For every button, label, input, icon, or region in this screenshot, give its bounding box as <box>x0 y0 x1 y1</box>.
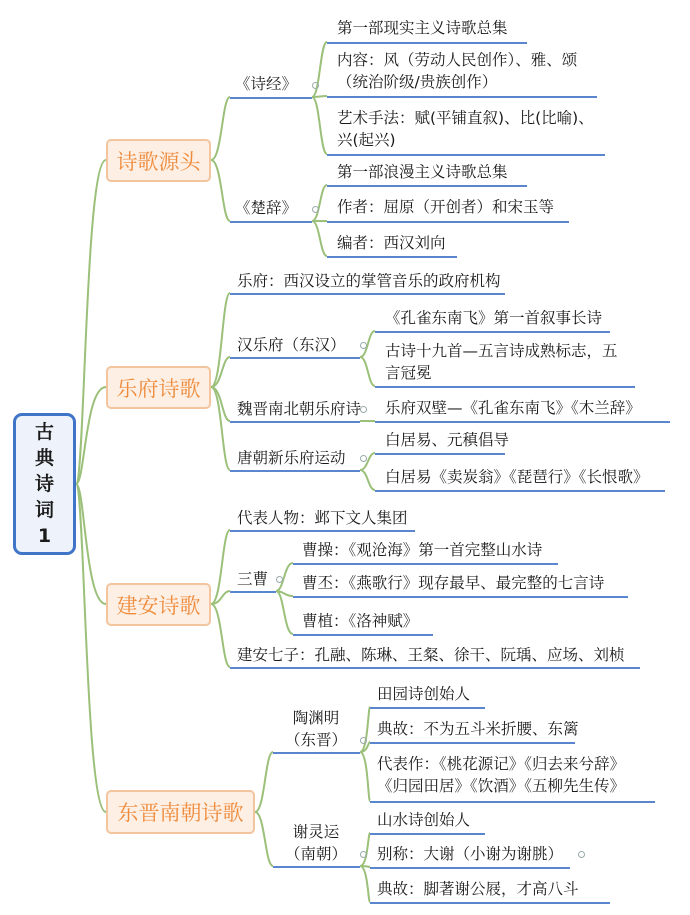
leaf-hanyuefu-1: 《孔雀东南飞》第一首叙事长诗 <box>385 309 603 327</box>
leaf-tao-2: 典故：不为五斗米折腰、东篱 <box>377 720 579 738</box>
topic-xielingyun[interactable]: 谢灵运（南朝） <box>284 823 347 863</box>
leaf-shijing-2: 内容：风（劳动人民创作）、雅、颂（统治阶级/贵族创作） <box>337 51 578 91</box>
collapse-toggle-icon[interactable] <box>360 406 367 413</box>
topic-chuci[interactable]: 《楚辞》 <box>235 199 298 217</box>
leaf-chuci-3: 编者：西汉刘向 <box>337 234 446 252</box>
leaf-weijin-1: 乐府双壁—《孔雀东南飞》《木兰辞》 <box>385 399 641 417</box>
leaf-tang-2: 白居易《卖炭翁》《琵琶行》《长恨歌》 <box>385 468 649 486</box>
expand-toggle-icon[interactable] <box>578 851 585 858</box>
topic-tang[interactable]: 唐朝新乐府运动 <box>237 449 346 467</box>
collapse-toggle-icon[interactable] <box>312 206 319 213</box>
leaf-sancao-1: 曹操：《观沧海》第一首完整山水诗 <box>302 541 543 559</box>
branch-node-yuefu[interactable] <box>106 366 211 409</box>
leaf-hanyuefu-2: 古诗十九首—五言诗成熟标志，五言冠冕 <box>385 342 618 382</box>
collapse-toggle-icon[interactable] <box>360 851 367 858</box>
leaf-jianan-qizi: 建安七子：孔融、陈琳、王粲、徐干、阮瑀、应场、刘桢 <box>237 646 625 664</box>
collapse-toggle-icon[interactable] <box>360 737 367 744</box>
leaf-xie-1: 山水诗创始人 <box>377 811 471 829</box>
leaf-xie-3: 典故：脚著谢公屐，才高八斗 <box>377 880 579 898</box>
leaf-shijing-3: 艺术手法：赋(平铺直叙)、比(比喻)、兴(起兴) <box>337 109 594 149</box>
leaf-chuci-1: 第一部浪漫主义诗歌总集 <box>337 163 508 181</box>
branch-label: 建安诗歌 <box>116 593 201 618</box>
branch-label: 诗歌源头 <box>116 149 201 174</box>
branch-node-dongjin-nanchao[interactable] <box>106 790 255 834</box>
topic-weijin[interactable]: 魏晋南北朝乐府诗 <box>237 400 362 418</box>
topic-shijing[interactable]: 《诗经》 <box>235 75 298 93</box>
leaf-chuci-2: 作者：屈原（开创者）和宋玉等 <box>337 198 555 216</box>
topic-hanyuefu[interactable]: 汉乐府（东汉） <box>237 336 346 354</box>
topic-taoyuanming[interactable]: 陶渊明（东晋） <box>284 709 347 749</box>
collapse-toggle-icon[interactable] <box>312 82 319 89</box>
branch-label: 乐府诗歌 <box>116 376 201 401</box>
root-node[interactable] <box>13 413 76 555</box>
topic-sancao[interactable]: 三曹 <box>237 570 269 588</box>
leaf-yuefu-def: 乐府：西汉设立的掌管音乐的政府机构 <box>237 272 501 290</box>
leaf-tang-1: 白居易、元稹倡导 <box>385 431 510 449</box>
leaf-tao-1: 田园诗创始人 <box>377 685 471 703</box>
leaf-jianan-rep: 代表人物：邺下文人集团 <box>237 509 408 527</box>
collapse-toggle-icon[interactable] <box>360 455 367 462</box>
branch-node-jianan[interactable] <box>106 583 211 626</box>
branch-label: 东晋南朝诗歌 <box>117 801 244 825</box>
leaf-sancao-2: 曹丕：《燕歌行》现存最早、最完整的七言诗 <box>302 574 605 592</box>
leaf-shijing-1: 第一部现实主义诗歌总集 <box>337 19 508 37</box>
leaf-xie-2: 别称：大谢（小谢为谢朓） <box>377 845 564 863</box>
root-title: 古典诗词1 <box>34 421 54 547</box>
leaf-tao-3: 代表作：《桃花源记》《归去来兮辞》《归园田居》《饮酒》《五柳先生传》 <box>377 755 626 795</box>
branch-node-shige-yuantou[interactable] <box>106 139 211 182</box>
collapse-toggle-icon[interactable] <box>276 576 283 583</box>
collapse-toggle-icon[interactable] <box>360 342 367 349</box>
leaf-sancao-3: 曹植：《洛神赋》 <box>302 612 419 630</box>
